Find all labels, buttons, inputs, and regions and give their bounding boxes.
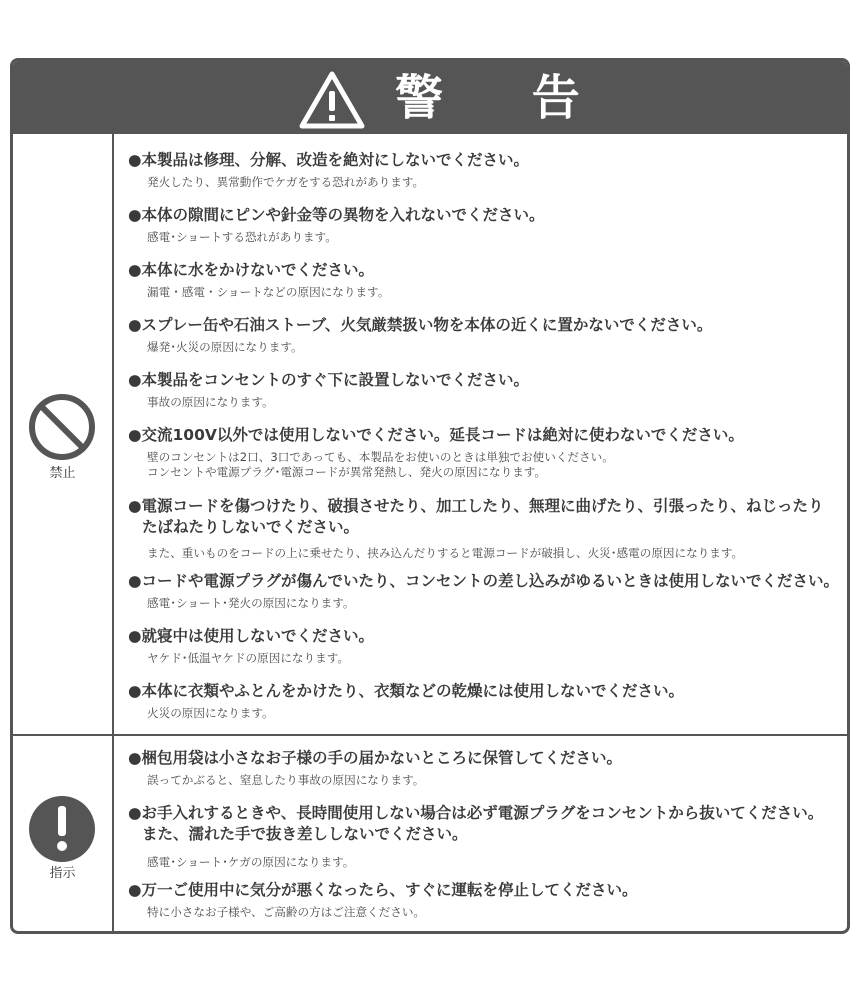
- item-title-continued: また、濡れた手で抜き差ししないでください。: [142, 825, 468, 843]
- item-note: 誤ってかぶると、窒息したり事故の原因になります。: [147, 773, 425, 787]
- warning-triangle-icon: [299, 71, 365, 129]
- item-title: ●本体に衣類やふとんをかけたり、衣類などの乾燥には使用しないでください。: [128, 682, 685, 700]
- exclamation-circle-icon: [27, 794, 97, 864]
- item-title: ●スプレー缶や石油ストーブ、火気厳禁扱い物を本体の近くに置かないでください。: [128, 316, 713, 334]
- list-item: [128, 626, 843, 666]
- item-title: ●本体の隙間にピンや針金等の異物を入れないでください。: [128, 206, 545, 224]
- item-title: ●梱包用袋は小さなお子様の手の届かないところに保管してください。: [128, 749, 623, 767]
- warning-header: [13, 61, 847, 134]
- item-title: ●本体に水をかけないでください。: [128, 261, 375, 279]
- list-item: [128, 370, 843, 410]
- instruct-section: [13, 734, 847, 934]
- list-item: [128, 571, 843, 611]
- item-note: 感電･ショート･発火の原因になります。: [147, 596, 355, 610]
- warning-panel: [10, 58, 850, 934]
- list-item: [128, 425, 843, 480]
- item-title: ●万一ご使用中に気分が悪くなったら、すぐに運転を停止してください。: [128, 881, 638, 899]
- item-title: ●お手入れするときや、長時間使用しない場合は必ず電源プラグをコンセントから抜いてください。: [128, 804, 824, 822]
- item-note: また、重いものをコードの上に乗せたり、挟み込んだりすると電源コードが破損し、火災･感電の原因になります。: [147, 546, 744, 560]
- item-note: ヤケド･低温ヤケドの原因になります。: [147, 651, 349, 665]
- item-title: ●本製品は修理、分解、改造を絶対にしないでください。: [128, 151, 530, 169]
- item-note: 特に小さなお子様や、ご高齢の方はご注意ください。: [147, 905, 426, 919]
- item-note: 爆発･火災の原因になります。: [147, 340, 303, 354]
- list-item: [128, 748, 843, 788]
- list-item: [128, 880, 843, 920]
- item-title: ●本製品をコンセントのすぐ下に設置しないでください。: [128, 371, 530, 389]
- item-note: 漏電・感電・ショートなどの原因になります。: [147, 285, 390, 299]
- list-item: [128, 681, 843, 721]
- item-note: コンセントや電源プラグ･電源コードが異常発熱し、発火の原因になります。: [147, 465, 547, 479]
- list-item: [128, 496, 843, 561]
- item-note: 感電･ショートする恐れがあります。: [147, 230, 337, 244]
- list-item: [128, 803, 843, 870]
- item-title: ●交流100V以外では使用しないでください。延長コードは絶対に使わないでください。: [128, 426, 744, 444]
- instruct-icon-column: [13, 736, 114, 934]
- prohibit-section: [13, 134, 847, 734]
- prohibition-circle-icon: [27, 392, 97, 462]
- item-note: 事故の原因になります。: [147, 395, 274, 409]
- item-title: ●コードや電源プラグが傷んでいたり、コンセントの差し込みがゆるいときは使用しないでください。: [128, 572, 840, 590]
- instruct-label: 指示: [49, 866, 76, 881]
- item-note: 発火したり、異常動作でケガをする恐れがあります。: [147, 175, 425, 189]
- item-note: 壁のコンセントは2口、3口であっても、本製品をお使いのときは単独でお使いください。: [147, 450, 614, 464]
- item-title-continued: たばねたりしないでください。: [142, 518, 360, 536]
- list-item: [128, 260, 843, 300]
- warning-title: 警 告: [395, 70, 616, 126]
- prohibit-icon-column: [13, 134, 114, 734]
- prohibit-label: 禁止: [49, 466, 76, 481]
- list-item: [128, 315, 843, 355]
- item-note: 感電･ショート･ケガの原因になります。: [147, 855, 355, 869]
- list-item: [128, 150, 843, 190]
- item-note: 火災の原因になります。: [147, 706, 274, 720]
- list-item: [128, 205, 843, 245]
- item-title: ●電源コードを傷つけたり、破損させたり、加工したり、無理に曲げたり、引張ったり、ねじったり: [128, 497, 824, 515]
- item-title: ●就寝中は使用しないでください。: [128, 627, 375, 645]
